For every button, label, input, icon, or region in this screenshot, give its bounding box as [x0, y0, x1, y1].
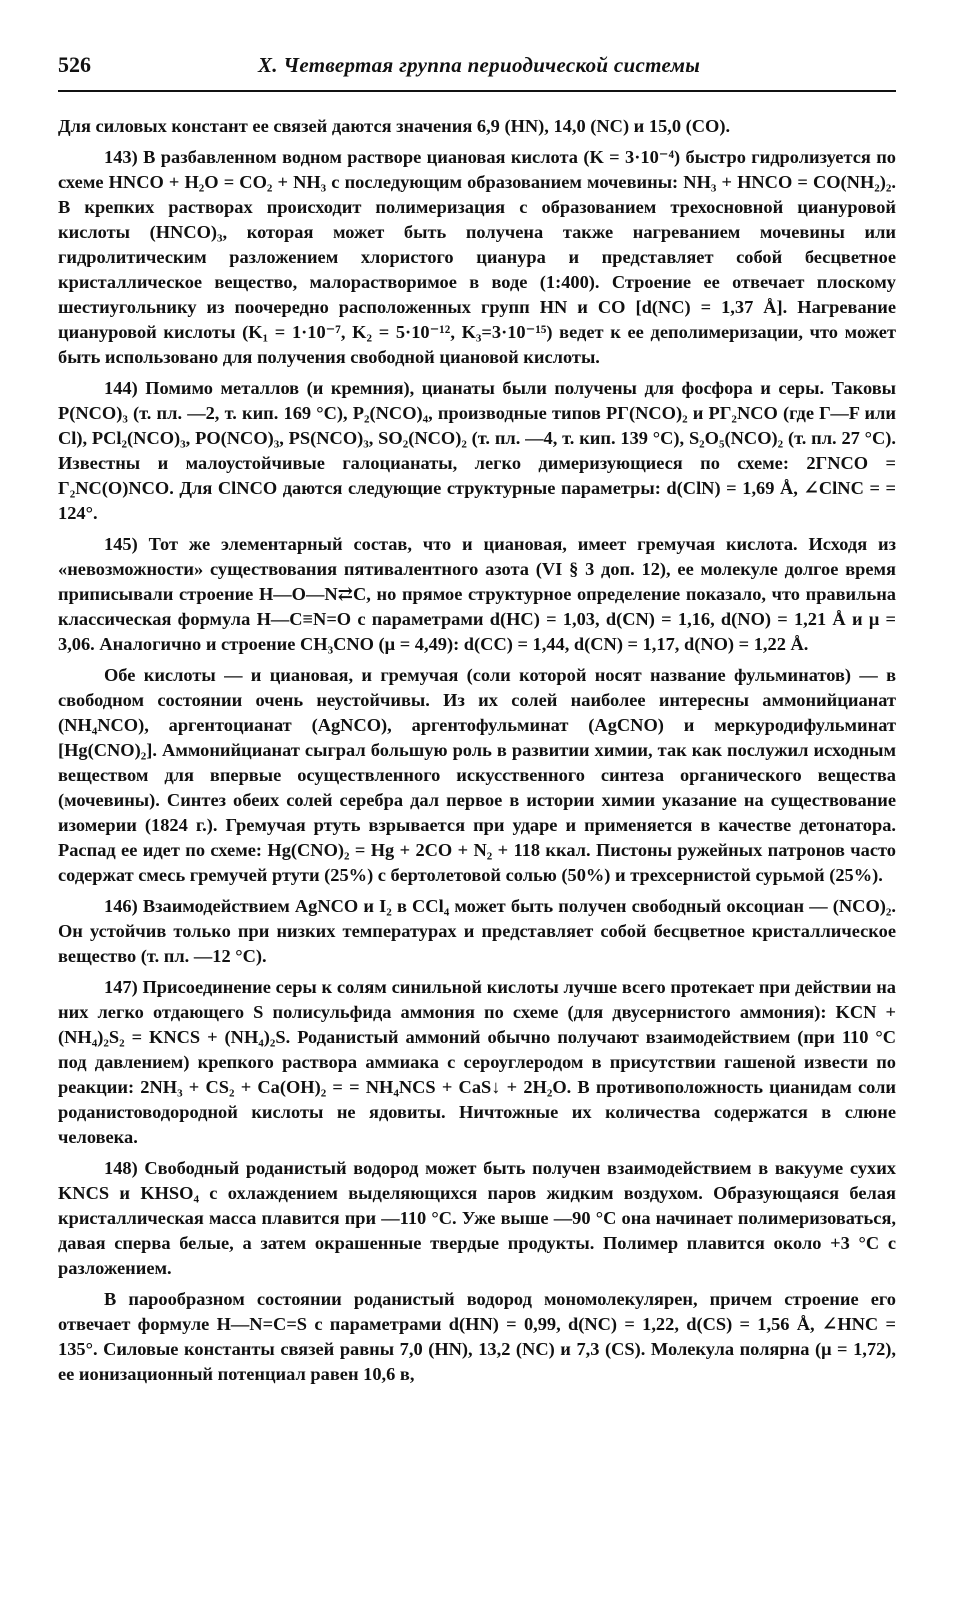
paragraph-note-145: 145) Тот же элементарный состав, что и циановая, имеет гремучая кислота. Исходя из «невозможности» существования пятивалентного азота (VI § 3 доп. 12), ее молекуле долгое время приписывали строение H—O—N⇄C, но прямое структурное определение показало, что правильна классическая формула H—C≡N=O с параметрами d(HC) = 1,03, d(CN) = 1,16, d(NO) = 1,21 Å и μ = 3,06. Аналогично и строение CH₃CNO (μ = 4,49): d(CC) = 1,44, d(CN) = 1,17, d(NO) = 1,22 Å.	[58, 534, 896, 654]
paragraph-note-144: 144) Помимо металлов (и кремния), цианаты были получены для фосфора и серы. Таковы P(NCO)₃ (т. пл. —2, т. кип. 169 °C), P₂(NCO)₄, производные типов PГ(NCO)₂ и PГ₂NCO (где Г—F или Cl), PCl₂(NCO)₃, PO(NCO)₃, PS(NCO)₃, SO₂(NCO)₂ (т. пл. —4, т. кип. 139 °C), S₂O₅(NCO)₂ (т. пл. 27 °C). Известны и малоустойчивые галоцианаты, легко димеризующиеся по схеме: 2ГNCO = Г₂NC(O)NCO. Для ClNCO даются следующие структурные параметры: d(ClN) = 1,69 Å, ∠ClNC = = 124°.	[58, 378, 896, 523]
paragraph: В парообразном состоянии роданистый водород мономолекулярен, причем строение его отвечает формуле H—N=C=S с параметрами d(HN) = 0,99, d(NC) = 1,22, d(CS) = 1,56 Å, ∠HNC = 135°. Силовые константы связей равны 7,0 (HN), 13,2 (NC) и 7,3 (CS). Молекула полярна (μ = 1,72), ее ионизационный потенциал равен 10,6 в,	[58, 1289, 896, 1384]
paragraph: Обе кислоты — и циановая, и гремучая (соли которой носят название фульминатов) — в свободном состоянии очень неустойчивы. Из их солей наиболее интересны аммонийцианат (NH₄NCO), аргентоцианат (AgNCO), аргентофульминат (AgCNO) и меркуродифульминат [Hg(CNO)₂]. Аммонийцианат сыграл большую роль в развитии химии, так как послужил исходным веществом для впервые осуществленного искусственного синтеза органического вещества (мочевины). Синтез обеих солей серебра дал первое в истории химии указание на существование изомерии (1824 г.). Гремучая ртуть взрывается при ударе и применяется в качестве детонатора. Распад ее идет по схеме: Hg(CNO)₂ = Hg + 2CO + N₂ + 118 ккал. Пистоны ружейных патронов часто содержат смесь гремучей ртути (25%) с бертолетовой солью (50%) и трехсернистой сурьмой (25%).	[58, 665, 896, 885]
page-header	[58, 52, 896, 86]
paragraph-note-146: 146) Взаимодействием AgNCO и I₂ в CCl₄ может быть получен свободный оксоциан — (NCO)₂. Он устойчив только при низких температурах и представляет собой бесцветное кристаллическое вещество (т. пл. —12 °C).	[58, 896, 896, 966]
body-text	[58, 114, 896, 1387]
paragraph-note-143: 143) В разбавленном водном растворе циановая кислота (K = 3·10⁻⁴) быстро гидролизуется по схеме HNCO + H₂O = CO₂ + NH₃ с последующим образованием мочевины: NH₃ + HNCO = CO(NH₂)₂. В крепких растворах происходит полимеризация с образованием трехосновной циануровой кислоты (HNCO)₃, которая может быть получена также нагреванием мочевины или гидролитическим разложением хлористого циануpa и представляет собой бесцветное кристаллическое вещество, малорастворимое в воде (1:400). Строение ее отвечает плоскому шестиугольнику из поочередно расположенных групп HN и CO [d(NC) = 1,37 Å]. Нагревание циануровой кислоты (K₁ = 1·10⁻⁷, K₂ = 5·10⁻¹², K₃=3·10⁻¹⁵) ведет к ее деполимеризации, что может быть использовано для получения свободной циановой кислоты.	[58, 147, 896, 367]
paragraph-note-148: 148) Свободный роданистый водород может быть получен взаимодействием в вакууме сухих KNCS и KHSO₄ с охлаждением выделяющихся паров жидким воздухом. Образующаяся белая кристаллическая масса плавится при —110 °C. Уже выше —90 °C она начинает полимеризоваться, давая сперва белые, а затем окрашенные твердые продукты. Полимер плавится около +3 °C с разложением.	[58, 1158, 896, 1278]
paragraph: Для силовых констант ее связей даются значения 6,9 (HN), 14,0 (NC) и 15,0 (CO).	[58, 116, 731, 136]
paragraph-note-147: 147) Присоединение серы к солям синильной кислоты лучше всего протекает при действии на них легко отдающего S полисульфида аммония по схеме (для двусернистого аммония): KCN + (NH₄)₂S₂ = KNCS + (NH₄)₂S. Роданистый аммоний обычно получают взаимодействием (при 110 °C под давлением) крепкого раствора аммиака с сероуглеродом в присутствии гашеной извести по реакции: 2NH₃ + CS₂ + Ca(OH)₂ = = NH₄NCS + CaS↓ + 2H₂O. В противоположность цианидам соли роданистоводородной кислоты не ядовиты. Ничтожные их количества содержатся в слюне человека.	[58, 977, 896, 1147]
running-title: X. Четвертая группа периодической системы	[258, 53, 701, 77]
header-rule	[58, 90, 896, 92]
page-number: 526	[58, 52, 91, 77]
